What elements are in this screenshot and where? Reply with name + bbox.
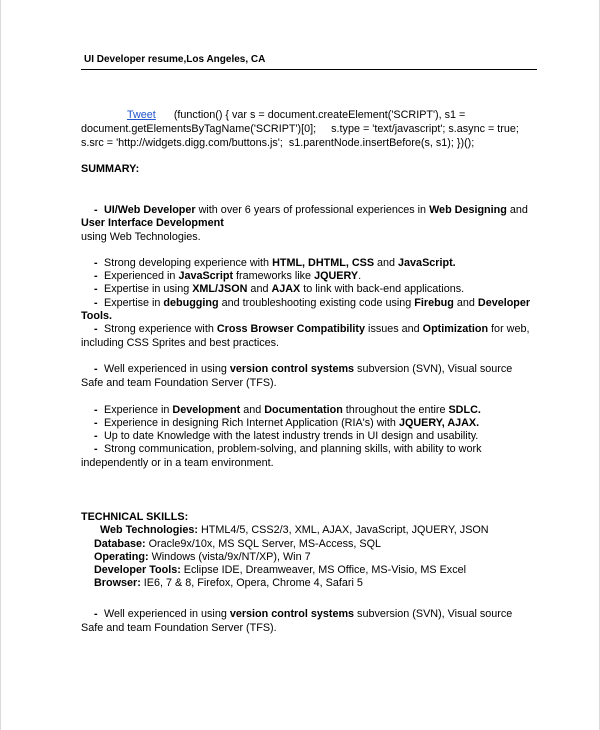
bullet: - bbox=[94, 430, 98, 442]
text: subversion (SVN), Visual source bbox=[354, 363, 513, 375]
bullet: - bbox=[94, 417, 98, 429]
text: . bbox=[358, 270, 362, 282]
text: Strong developing experience with bbox=[104, 257, 273, 269]
bullet: - bbox=[94, 270, 98, 282]
text: Strong experience with bbox=[104, 323, 217, 335]
skill-value: Oracle9x/10x, MS SQL Server, MS-Access, SQL bbox=[145, 538, 382, 550]
text-bold: XML/JSON bbox=[192, 283, 248, 295]
skill-value: HTML4/5, CSS2/3, XML, AJAX, JavaScript, JQUERY, JSON bbox=[197, 524, 489, 536]
skill-label: Operating: bbox=[94, 551, 149, 563]
summary-bullet bbox=[94, 257, 456, 271]
text: issues and bbox=[365, 323, 423, 335]
skill-row bbox=[94, 577, 363, 591]
text: and troubleshooting existing code using bbox=[218, 297, 415, 309]
text-bold: Documentation bbox=[264, 404, 343, 416]
summary-bullet bbox=[94, 283, 464, 297]
summary-bullet-cont: including CSS Sprites and best practices. bbox=[81, 337, 280, 349]
text-bold: Optimization bbox=[422, 323, 489, 335]
script-line-1-text: (function() { var s = document.createElement('SCRIPT'), s1 = bbox=[173, 109, 466, 121]
skill-value: Windows (vista/9x/NT/XP), Win 7 bbox=[148, 551, 311, 563]
summary-bullet bbox=[94, 417, 479, 431]
skill-row bbox=[94, 564, 466, 578]
text: Expertise in using bbox=[104, 283, 193, 295]
script-line-1 bbox=[127, 109, 465, 123]
summary-bullet bbox=[94, 323, 529, 337]
text-bold: Firebug bbox=[414, 297, 454, 309]
summary-bullet-cont: independently or in a team environment. bbox=[81, 457, 274, 469]
text-bold: JavaScript. bbox=[398, 257, 456, 269]
skill-label: Database: bbox=[94, 538, 146, 550]
technical-vcs-line-2: Safe and team Foundation Server (TFS). bbox=[81, 622, 277, 634]
text-bold: version control systems bbox=[229, 363, 355, 375]
summary-intro-line-3: using Web Technologies. bbox=[81, 231, 201, 243]
text: Up to date Knowledge with the latest industry trends in UI design and usability. bbox=[104, 430, 479, 442]
skill-label: Developer Tools: bbox=[94, 564, 181, 576]
bullet: - bbox=[94, 608, 98, 620]
bullet: - bbox=[94, 257, 98, 269]
skill-row bbox=[100, 524, 489, 538]
skill-value: Eclipse IDE, Dreamweaver, MS Office, MS-Visio, MS Excel bbox=[180, 564, 466, 576]
text: Well experienced in using bbox=[104, 608, 230, 620]
summary-heading: SUMMARY: bbox=[81, 163, 140, 175]
skill-row bbox=[94, 551, 311, 565]
text-bold: version control systems bbox=[229, 608, 355, 620]
text: and bbox=[453, 297, 478, 309]
text-bold: Web Designing bbox=[429, 204, 507, 216]
script-line-2: document.getElementsByTagName('SCRIPT')[0]; s.type = 'text/javascript'; s.async = true; bbox=[81, 123, 519, 135]
bullet: - bbox=[94, 283, 98, 295]
text-bold: AJAX bbox=[271, 283, 301, 295]
summary-bullet bbox=[94, 297, 530, 311]
text: Experienced in bbox=[104, 270, 179, 282]
summary-bullet-cont: Tools. bbox=[81, 310, 112, 322]
summary-bullet bbox=[94, 430, 478, 444]
text: with over 6 years of professional experiences in bbox=[195, 204, 430, 216]
bullet: - bbox=[94, 404, 98, 416]
summary-bullet bbox=[94, 404, 481, 418]
text: Expertise in bbox=[104, 297, 164, 309]
text: and bbox=[247, 283, 272, 295]
skill-label: Browser: bbox=[94, 577, 141, 589]
text-bold: Development bbox=[172, 404, 241, 416]
tweet-link[interactable]: Tweet bbox=[127, 109, 156, 121]
text-bold: debugging bbox=[163, 297, 219, 309]
header-divider bbox=[81, 69, 537, 70]
text: and bbox=[506, 204, 528, 216]
text: Well experienced in using bbox=[104, 363, 230, 375]
text-bold: HTML, DHTML, CSS bbox=[272, 257, 375, 269]
text: and bbox=[240, 404, 265, 416]
summary-bullet bbox=[94, 270, 361, 284]
script-line-3: s.src = 'http://widgets.digg.com/buttons.js'; s1.parentNode.insertBefore(s, s1); })(); bbox=[81, 137, 475, 149]
bullet: - bbox=[94, 363, 98, 375]
text-bold: JavaScript bbox=[178, 270, 234, 282]
text: for web, bbox=[488, 323, 530, 335]
bullet: - bbox=[94, 204, 98, 216]
text: subversion (SVN), Visual source bbox=[354, 608, 513, 620]
text-bold: Developer bbox=[477, 297, 531, 309]
text: Experience in designing Rich Internet Application (RIA's) with bbox=[104, 417, 399, 429]
text-bold: SDLC. bbox=[448, 404, 481, 416]
text-bold: JQUERY, AJAX. bbox=[398, 417, 480, 429]
text-bold: Cross Browser Compatibility bbox=[216, 323, 366, 335]
skill-row bbox=[94, 538, 381, 552]
text-bold: UI/Web Developer bbox=[104, 204, 196, 216]
summary-bullet bbox=[94, 443, 481, 457]
bullet: - bbox=[94, 443, 98, 455]
bullet: - bbox=[94, 297, 98, 309]
text: Experience in bbox=[104, 404, 173, 416]
summary-intro-line-2: User Interface Development bbox=[81, 217, 224, 229]
skill-value: IE6, 7 & 8, Firefox, Opera, Chrome 4, Safari 5 bbox=[140, 577, 363, 589]
summary-intro-line-1 bbox=[94, 204, 528, 218]
summary-vcs-line-1 bbox=[94, 363, 512, 377]
text-bold: JQUERY bbox=[314, 270, 359, 282]
bullet: - bbox=[94, 323, 98, 335]
text: Strong communication, problem-solving, and planning skills, with ability to work bbox=[104, 443, 482, 455]
skill-label: Web Technologies: bbox=[100, 524, 198, 536]
technical-heading: TECHNICAL SKILLS: bbox=[81, 511, 189, 523]
document-title: UI Developer resume,Los Angeles, CA bbox=[84, 54, 266, 65]
technical-vcs-line-1 bbox=[94, 608, 512, 622]
summary-vcs-line-2: Safe and team Foundation Server (TFS). bbox=[81, 377, 277, 389]
text: frameworks like bbox=[233, 270, 315, 282]
text: and bbox=[374, 257, 399, 269]
text: to link with back-end applications. bbox=[300, 283, 465, 295]
text: throughout the entire bbox=[342, 404, 449, 416]
